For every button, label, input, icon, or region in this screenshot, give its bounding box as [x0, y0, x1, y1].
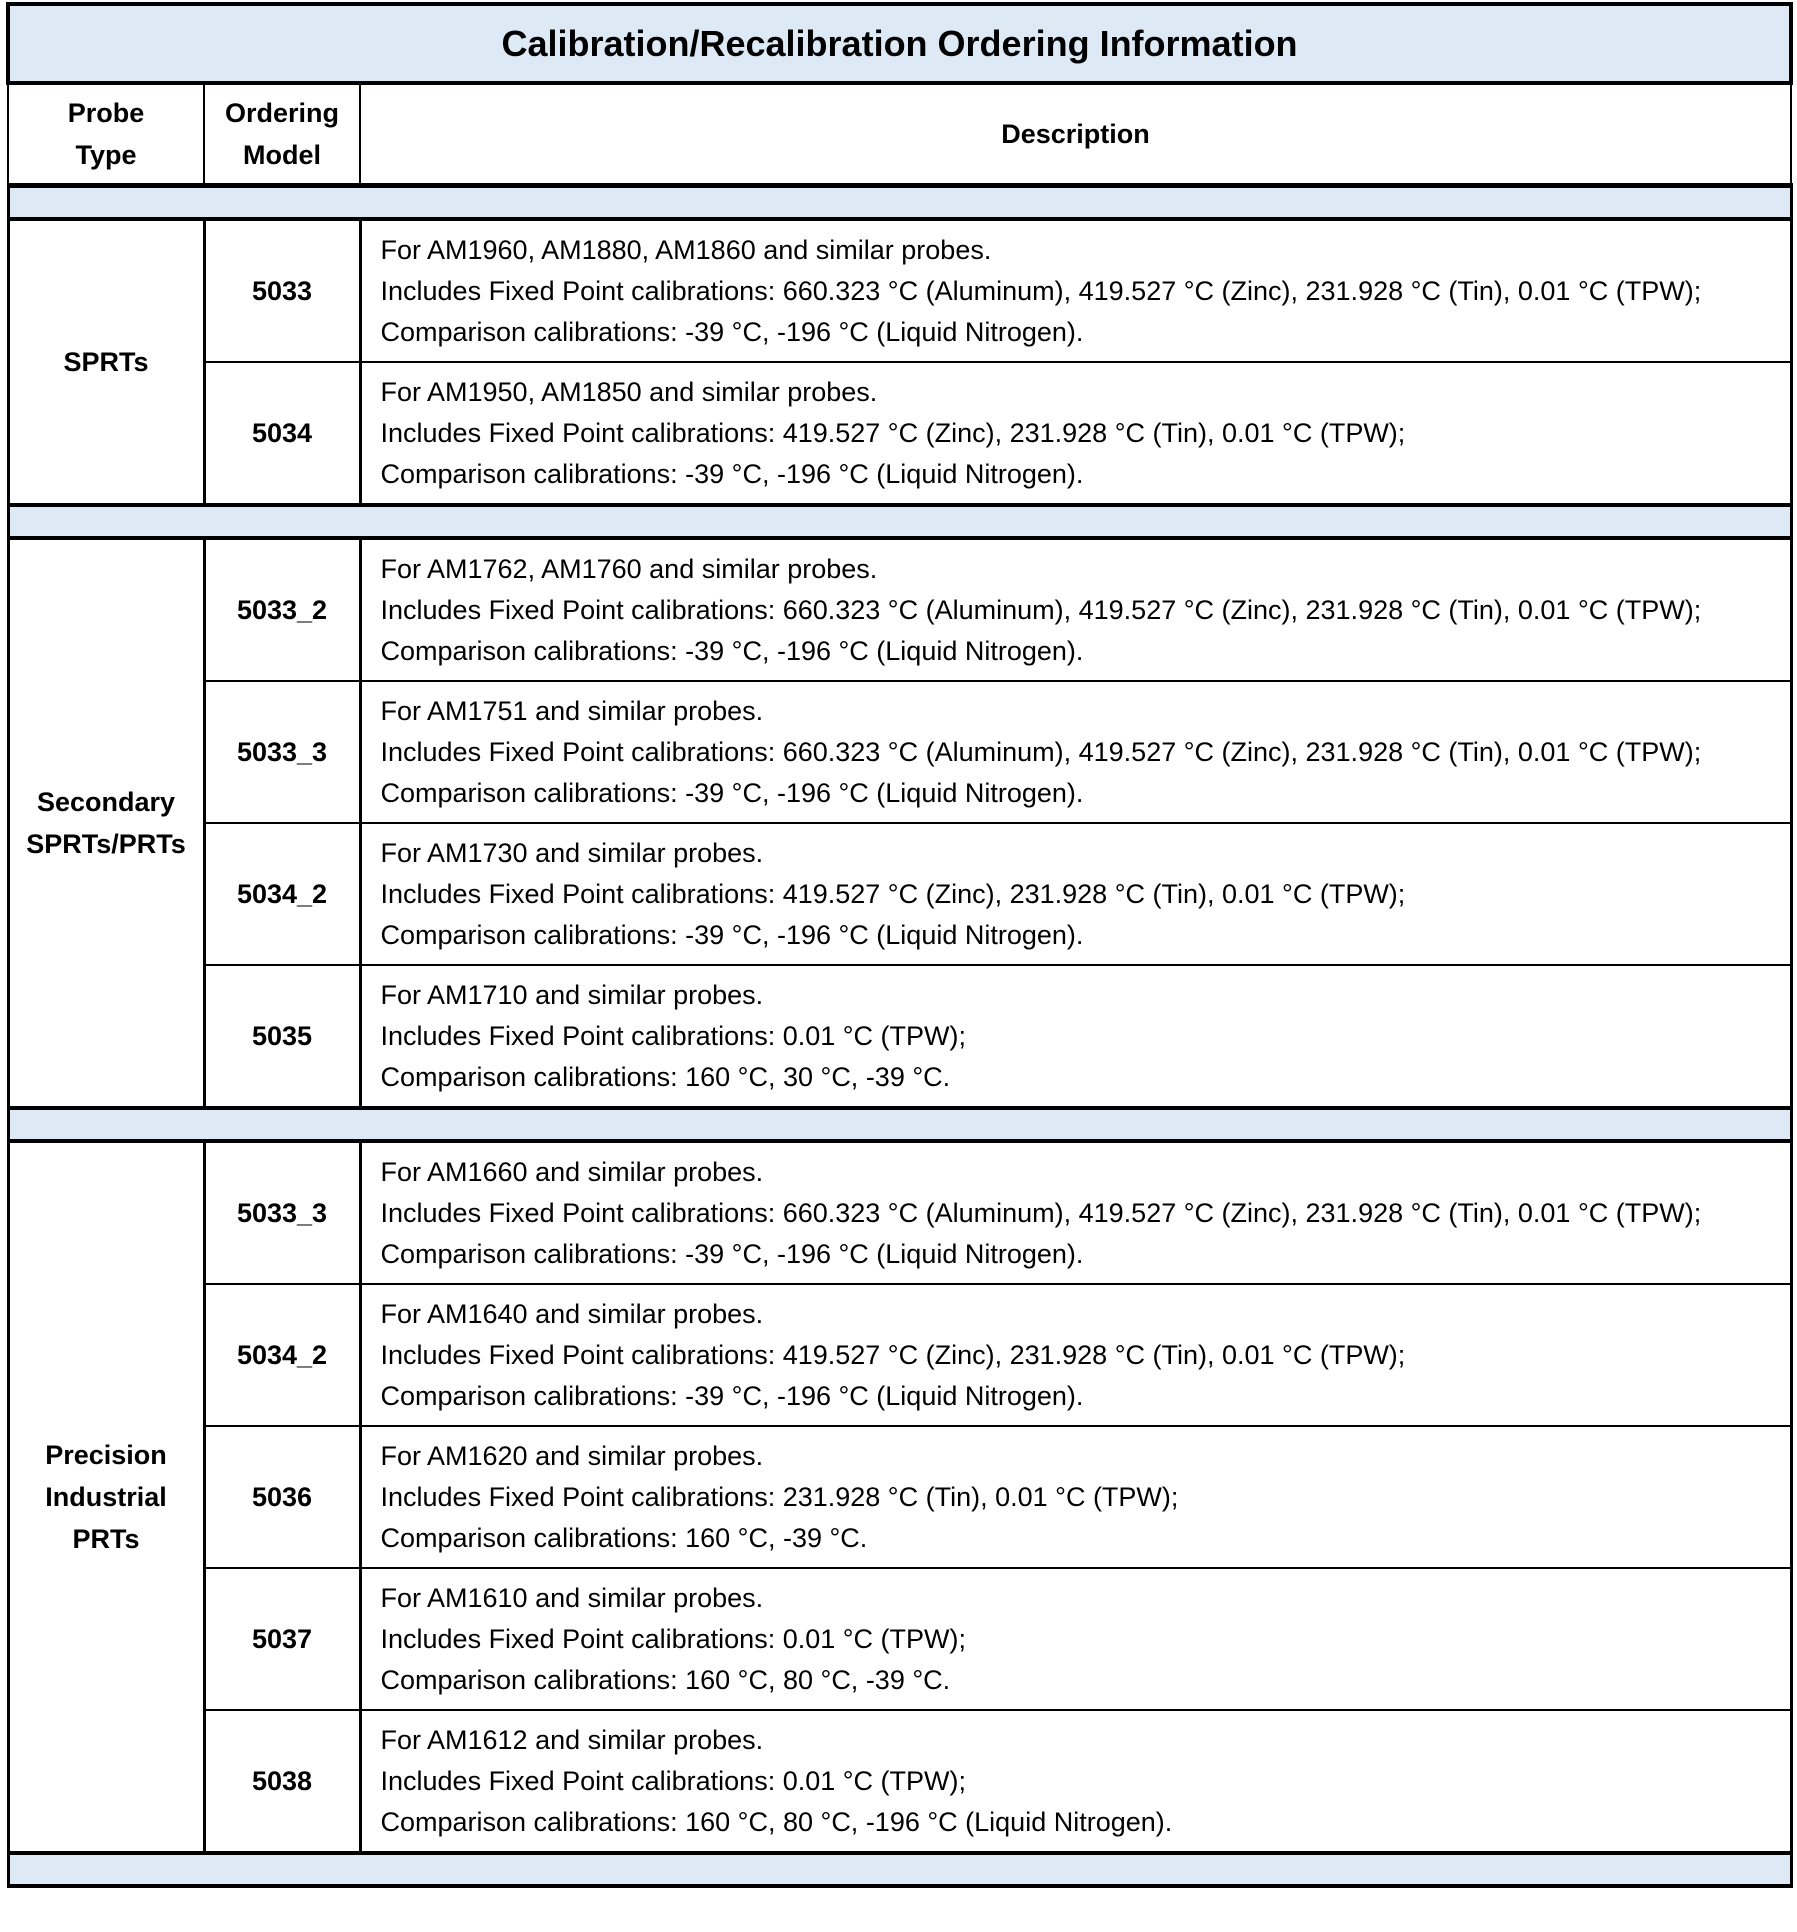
description-line: Comparison calibrations: -39 °C, -196 °C (Liquid Nitrogen). [380, 1238, 1084, 1269]
description-cell [360, 965, 1791, 1108]
description-cell [360, 1141, 1791, 1284]
table-row [8, 538, 1791, 681]
table-row [8, 219, 1791, 362]
calibration-table-container [6, 2, 1789, 1888]
description-line: Includes Fixed Point calibrations: 660.323 °C (Aluminum), 419.527 °C (Zinc), 231.928 °C (Tin), 0.01 °C (TPW); [380, 594, 1702, 625]
description-line: For AM1751 and similar probes. [380, 695, 764, 726]
ordering-model-cell: 5033_3 [204, 1141, 360, 1284]
description-cell [360, 823, 1791, 965]
description-line: Includes Fixed Point calibrations: 660.323 °C (Aluminum), 419.527 °C (Zinc), 231.928 °C (Tin), 0.01 °C (TPW); [380, 1197, 1702, 1228]
description-line: Comparison calibrations: -39 °C, -196 °C (Liquid Nitrogen). [380, 316, 1084, 347]
description-line: For AM1610 and similar probes. [380, 1582, 764, 1613]
probe-type-line: Industrial [45, 1482, 167, 1512]
group-separator [8, 1108, 1791, 1141]
description-cell [360, 1568, 1791, 1710]
description-line: Comparison calibrations: 160 °C, 30 °C, -39 °C. [380, 1061, 951, 1092]
probe-type-cell [8, 538, 204, 1108]
probe-type-line: Secondary [36, 787, 176, 817]
probe-type-cell [8, 1141, 204, 1853]
header-row [8, 83, 1791, 186]
group-separator [8, 186, 1791, 220]
table-row [8, 362, 1791, 505]
description-line: Comparison calibrations: -39 °C, -196 °C (Liquid Nitrogen). [380, 777, 1084, 808]
description-line: Comparison calibrations: -39 °C, -196 °C (Liquid Nitrogen). [380, 635, 1084, 666]
probe-type-line: SPRTs/PRTs [26, 829, 186, 859]
header-probe-type-line: Type [75, 140, 137, 170]
description-cell [360, 1710, 1791, 1853]
description-line: Includes Fixed Point calibrations: 419.527 °C (Zinc), 231.928 °C (Tin), 0.01 °C (TPW); [380, 417, 1406, 448]
ordering-model-cell: 5034_2 [204, 1284, 360, 1426]
description-line: Includes Fixed Point calibrations: 0.01 °C (TPW); [380, 1020, 967, 1051]
table-row [8, 1710, 1791, 1853]
header-probe-type-line: Probe [67, 98, 145, 128]
description-line: For AM1950, AM1850 and similar probes. [380, 376, 878, 407]
table-row [8, 1284, 1791, 1426]
description-line: Comparison calibrations: 160 °C, 80 °C, -196 °C (Liquid Nitrogen). [380, 1806, 1173, 1837]
ordering-model-cell: 5034 [204, 362, 360, 505]
group-separator-row [8, 505, 1791, 538]
description-line: For AM1960, AM1880, AM1860 and similar probes. [380, 234, 992, 265]
header-ordering-model-line: Ordering [224, 98, 339, 128]
description-line: Comparison calibrations: 160 °C, 80 °C, -39 °C. [380, 1664, 951, 1695]
table-row [8, 1141, 1791, 1284]
header-ordering-model [204, 83, 360, 186]
calibration-ordering-table [6, 2, 1793, 1888]
description-line: For AM1640 and similar probes. [380, 1298, 764, 1329]
group-separator-row [8, 1853, 1791, 1886]
table-row [8, 1426, 1791, 1568]
description-line: Includes Fixed Point calibrations: 0.01 °C (TPW); [380, 1765, 967, 1796]
description-line: Comparison calibrations: -39 °C, -196 °C (Liquid Nitrogen). [380, 1380, 1084, 1411]
description-line: Comparison calibrations: -39 °C, -196 °C (Liquid Nitrogen). [380, 919, 1084, 950]
ordering-model-cell: 5035 [204, 965, 360, 1108]
description-cell [360, 219, 1791, 362]
table-row [8, 681, 1791, 823]
table-title: Calibration/Recalibration Ordering Information [8, 4, 1791, 83]
ordering-model-cell: 5038 [204, 1710, 360, 1853]
description-line: For AM1660 and similar probes. [380, 1156, 764, 1187]
description-line: Includes Fixed Point calibrations: 660.323 °C (Aluminum), 419.527 °C (Zinc), 231.928 °C (Tin), 0.01 °C (TPW); [380, 736, 1702, 767]
table-row [8, 823, 1791, 965]
ordering-model-cell: 5033_3 [204, 681, 360, 823]
table-body [8, 186, 1791, 1887]
ordering-model-cell: 5034_2 [204, 823, 360, 965]
description-line: Includes Fixed Point calibrations: 231.928 °C (Tin), 0.01 °C (TPW); [380, 1481, 1179, 1512]
table-row [8, 965, 1791, 1108]
description-line: For AM1730 and similar probes. [380, 837, 764, 868]
description-line: For AM1620 and similar probes. [380, 1440, 764, 1471]
description-line: For AM1762, AM1760 and similar probes. [380, 553, 878, 584]
header-ordering-model-line: Model [243, 140, 321, 170]
ordering-model-cell: 5037 [204, 1568, 360, 1710]
group-separator-row [8, 186, 1791, 220]
header-probe-type [8, 83, 204, 186]
description-line: Includes Fixed Point calibrations: 419.527 °C (Zinc), 231.928 °C (Tin), 0.01 °C (TPW); [380, 878, 1406, 909]
probe-type-line: SPRTs [63, 347, 149, 377]
group-separator [8, 1853, 1791, 1886]
description-line: For AM1612 and similar probes. [380, 1724, 764, 1755]
group-separator-row [8, 1108, 1791, 1141]
probe-type-line: PRTs [72, 1524, 140, 1554]
description-line: Includes Fixed Point calibrations: 419.527 °C (Zinc), 231.928 °C (Tin), 0.01 °C (TPW); [380, 1339, 1406, 1370]
description-line: Comparison calibrations: -39 °C, -196 °C (Liquid Nitrogen). [380, 458, 1084, 489]
description-line: Includes Fixed Point calibrations: 0.01 °C (TPW); [380, 1623, 967, 1654]
description-cell [360, 362, 1791, 505]
description-line: Comparison calibrations: 160 °C, -39 °C. [380, 1522, 868, 1553]
ordering-model-cell: 5033 [204, 219, 360, 362]
probe-type-line: Precision [45, 1440, 167, 1470]
description-cell [360, 538, 1791, 681]
description-cell [360, 1284, 1791, 1426]
ordering-model-cell: 5033_2 [204, 538, 360, 681]
description-cell [360, 681, 1791, 823]
description-line: Includes Fixed Point calibrations: 660.323 °C (Aluminum), 419.527 °C (Zinc), 231.928 °C (Tin), 0.01 °C (TPW); [380, 275, 1702, 306]
probe-type-cell [8, 219, 204, 505]
description-line: For AM1710 and similar probes. [380, 979, 764, 1010]
ordering-model-cell: 5036 [204, 1426, 360, 1568]
table-row [8, 1568, 1791, 1710]
header-description: Description [360, 83, 1791, 186]
group-separator [8, 505, 1791, 538]
description-cell [360, 1426, 1791, 1568]
